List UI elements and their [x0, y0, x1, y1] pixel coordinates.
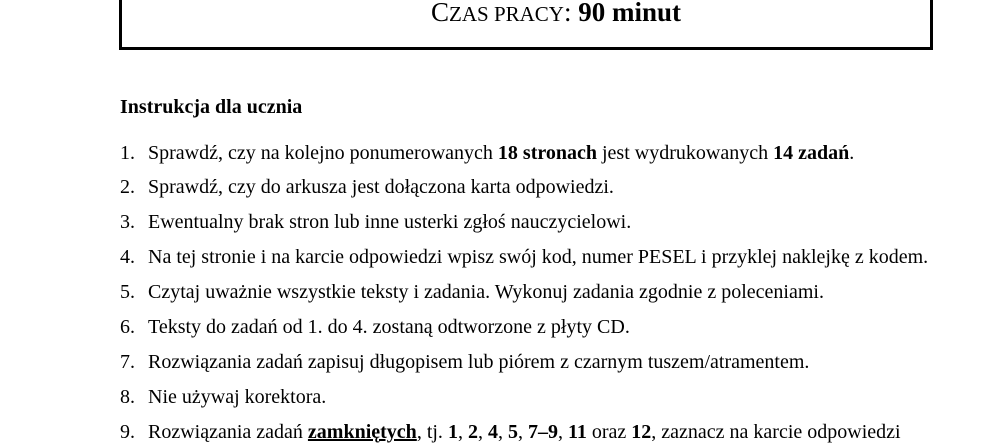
duration-label-rest: ZAS PRACY [449, 2, 564, 26]
item-text: Sprawdź, czy do arkusza jest dołączona karta odpowiedzi. [148, 176, 614, 198]
instruction-item [120, 280, 824, 304]
instruction-item [120, 350, 809, 374]
item-bold: 12 [631, 421, 652, 443]
instruction-item [120, 315, 630, 339]
item-number: 9. [120, 421, 135, 443]
instruction-item [120, 175, 614, 199]
duration-label-initial: C [431, 0, 450, 27]
item-number: 8. [120, 386, 135, 408]
item-text: , [477, 421, 488, 443]
instructions-heading: Instrukcja dla ucznia [120, 96, 303, 118]
item-text: , zaznacz na karcie odpowiedzi [651, 421, 901, 443]
item-number: 2. [120, 176, 135, 198]
duration-value: 90 minut [578, 0, 682, 27]
item-number: 1. [120, 142, 135, 164]
item-text: , [557, 421, 568, 443]
instruction-item [120, 245, 928, 269]
item-bold: 11 [567, 421, 587, 443]
item-bold: 14 zadań [773, 142, 850, 164]
instruction-item [120, 420, 901, 444]
item-text: , [457, 421, 468, 443]
item-bold: 2 [467, 421, 478, 443]
item-bold: 4 [487, 421, 498, 443]
item-text: Rozwiązania zadań zapisuj długopisem lub piórem z czarnym tuszem/atramentem. [148, 351, 810, 373]
item-bold: 7–9 [527, 421, 558, 443]
instruction-item [120, 385, 326, 409]
item-bold: 1 [447, 421, 458, 443]
exam-info-box [119, 0, 933, 50]
item-bold: 5 [507, 421, 518, 443]
exam-duration-line [431, 0, 681, 28]
item-text: , [517, 421, 528, 443]
item-text: Czytaj uważnie wszystkie teksty i zadania. Wykonuj zadania zgodnie z poleceniami. [148, 281, 824, 303]
item-text: , tj. [416, 421, 448, 443]
item-text: . [849, 142, 855, 164]
instruction-item [120, 210, 631, 234]
instruction-item [120, 141, 854, 165]
item-bold: 18 stronach [497, 142, 597, 164]
item-text: Rozwiązania zadań [148, 421, 308, 443]
item-number: 6. [120, 316, 135, 338]
item-text: Ewentualny brak stron lub inne usterki zgłoś nauczycielowi. [148, 211, 632, 233]
item-text: jest wydrukowanych [597, 142, 774, 164]
item-text: , [497, 421, 508, 443]
duration-colon: : [563, 0, 572, 27]
item-text: Nie używaj korektora. [148, 386, 327, 408]
item-number: 5. [120, 281, 135, 303]
item-number: 7. [120, 351, 135, 373]
item-text: Teksty do zadań od 1. do 4. zostaną odtworzone z płyty CD. [148, 316, 630, 338]
item-text: oraz [586, 421, 632, 443]
item-text: Na tej stronie i na karcie odpowiedzi wpisz swój kod, numer PESEL i przyklej naklejkę z kodem. [148, 246, 929, 268]
item-number: 4. [120, 246, 135, 268]
item-underlined: zamkniętych [307, 421, 417, 443]
item-text: Sprawdź, czy na kolejno ponumerowanych [148, 142, 498, 164]
item-number: 3. [120, 211, 135, 233]
